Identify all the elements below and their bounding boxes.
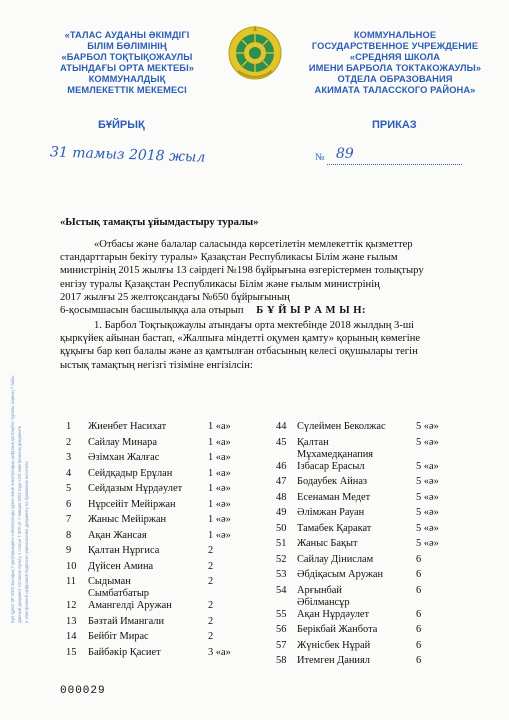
student-name: Бейбіт Мирас xyxy=(88,631,149,642)
student-grade: 2 xyxy=(208,631,214,642)
student-grade: 1 «а» xyxy=(208,467,231,479)
student-name: Сайлау Дінислам xyxy=(297,553,374,565)
preamble-line: стандарттарын бекіту туралы» Қазақстан Республикасы Білім және ғылым xyxy=(60,252,398,264)
student-name: Жаныс Бақыт xyxy=(297,538,358,549)
header-left-kk xyxy=(42,30,212,96)
student-number: 3 xyxy=(66,452,72,463)
student-number: 6 xyxy=(66,498,72,510)
student-number: 14 xyxy=(66,631,77,642)
side-stamp: Бұл құжат ҚР 2003 жылдың 7 қаңтарындағы «Электронды құжат және электрондық цифрлық қолтаңба» туралы заңның 7 бабы Данный документ согласно пункту 1 статьи 7 ЗРК от 7 января 2003 года «Об электронном документе и электронной цифровой подписи» равнозначен документу на бумажном носителе xyxy=(10,375,29,623)
student-grade: 5 «ә» xyxy=(416,522,439,534)
student-name: Ақан Нұрдәулет xyxy=(297,608,370,620)
student-name: Итемген Даниял xyxy=(297,655,370,666)
student-grade: 5 «а» xyxy=(416,460,439,472)
student-number: 55 xyxy=(276,608,287,620)
number-sign: № xyxy=(315,152,325,163)
header-left-line: МЕМЛЕКЕТТІК МЕКЕМЕСІ xyxy=(67,85,187,95)
student-name: Әзімхан Жалғас xyxy=(88,452,160,463)
student-name: Әлімжан Рауан xyxy=(297,507,365,518)
header-right-line: «СРЕДНЯЯ ШКОЛА xyxy=(349,52,441,62)
header-left-line: КОММУНАЛДЫҚ xyxy=(88,74,166,84)
student-grade: 2 xyxy=(208,560,214,572)
preamble-line: министрінің 2015 жылғы 13 сәірдегі №198 бұйрығына өзгерістермен толықтыру xyxy=(60,265,424,277)
student-number: 54 xyxy=(276,584,287,596)
student-grade: 5 «ә» xyxy=(416,507,439,518)
student-name: Жаныс Мейіржан xyxy=(88,514,167,525)
preamble-line: 2017 жылғы 25 желтоқсандағы №650 бұйрығының xyxy=(60,291,290,303)
student-grade: 1 «а» xyxy=(208,421,231,432)
student-number: 9 xyxy=(66,545,72,556)
student-grade: 5 «ә» xyxy=(416,491,439,503)
item-1-line: қыркүйек айынан бастап, «Жалпыға міндетті оқумен қамту» қорының көмегіне xyxy=(60,333,421,345)
student-number: 47 xyxy=(276,476,287,487)
student-grade: 6 xyxy=(416,655,422,666)
student-number: 4 xyxy=(66,467,72,479)
header-right-line: ОТДЕЛА ОБРАЗОВАНИЯ xyxy=(337,74,453,84)
student-grade: 1 «а» xyxy=(208,452,231,463)
student-grade: 6 xyxy=(416,639,422,651)
number-underline xyxy=(327,164,462,165)
student-name: Сайлау Минара xyxy=(88,436,157,448)
student-name-continued: Әбілмансұр xyxy=(297,596,350,608)
student-name: Сыдыман xyxy=(88,576,131,587)
student-number: 45 xyxy=(276,436,287,448)
student-name: Берікбай Жанбота xyxy=(297,624,378,635)
student-name: Есенаман Медет xyxy=(297,491,371,503)
student-number: 7 xyxy=(66,514,72,525)
order-title-ru: ПРИКАЗ xyxy=(372,119,417,131)
student-grade: 6 xyxy=(416,608,422,620)
student-grade: 1 «ә» xyxy=(208,498,231,510)
student-number: 52 xyxy=(276,553,287,565)
student-grade: 3 «а» xyxy=(208,646,231,658)
header-right-line: ГОСУДАРСТВЕННОЕ УЧРЕЖДЕНИЕ xyxy=(311,41,479,51)
student-name: Жүнісбек Нұрай xyxy=(297,639,371,651)
student-grade: 5 «ә» xyxy=(416,538,439,549)
preamble-line: енгізу туралы Қазақстан Республикасы Білім және ғылым министрінің xyxy=(60,278,380,290)
kazakhstan-emblem-icon xyxy=(226,23,284,85)
preamble-paragraph xyxy=(60,238,465,317)
student-number: 58 xyxy=(276,655,287,666)
student-number: 8 xyxy=(66,529,72,541)
student-name-continued: Мұхамедқанапия xyxy=(297,448,374,460)
student-name: Әбдіқасым Аружан xyxy=(297,569,384,580)
student-number: 15 xyxy=(66,646,77,658)
student-name-continued: Сымбатбатыр xyxy=(88,588,150,599)
student-grade: 2 xyxy=(208,615,214,627)
student-number: 44 xyxy=(276,421,287,432)
student-number: 2 xyxy=(66,436,72,448)
header-right-line: АКИМАТА ТАЛАССКОГО РАЙОНА» xyxy=(314,85,476,95)
student-number: 10 xyxy=(66,560,77,572)
student-name: Ақан Жансая xyxy=(88,529,147,541)
student-grade: 6 xyxy=(416,624,422,635)
item-1-line: ыстық тамақтың негізгі тізіміне енгізілсін: xyxy=(60,359,253,371)
student-name: Сейдқадыр Ерұлан xyxy=(88,467,173,479)
student-name: Сейдазым Нұрдәулет xyxy=(88,483,183,494)
student-grade: 2 xyxy=(208,576,214,587)
header-right-line: ИМЕНИ БАРБОЛА ТОКТАКОЖАУЛЫ» xyxy=(308,63,482,73)
student-grade: 5 «ә» xyxy=(416,476,439,487)
student-number: 12 xyxy=(66,600,77,611)
student-name: Тамабек Қаракат xyxy=(297,522,372,534)
student-grade: 1 «ә» xyxy=(208,514,231,525)
header-left-line: «ТАЛАС АУДАНЫ ӘКІМДІГІ xyxy=(64,30,190,40)
item-1-line: 1. Барбол Тоқтықожаулы атындағы орта мектебінде 2018 жылдың 3-ші xyxy=(94,320,414,331)
preamble-last-text: 6-қосымшасын басшылыққа ала отырып xyxy=(60,305,244,317)
preamble-line: «Отбасы және балалар саласында көрсетілетін мемлекеттік қызметтер xyxy=(94,239,413,250)
student-grade: 2 xyxy=(208,600,214,611)
student-number: 46 xyxy=(276,460,287,472)
order-title-kk: БҰЙРЫҚ xyxy=(98,119,145,131)
student-number: 51 xyxy=(276,538,287,549)
student-number: 50 xyxy=(276,522,287,534)
student-number: 48 xyxy=(276,491,287,503)
preamble-line xyxy=(60,304,465,317)
student-name: Сүлеймен Беколжас xyxy=(297,421,386,432)
header-left-line: БІЛІМ БӨЛІМІНІҢ xyxy=(87,41,167,51)
header-right-line: КОММУНАЛЬНОЕ xyxy=(353,30,437,40)
student-name: Қалтан xyxy=(297,436,329,448)
student-grade: 6 xyxy=(416,569,422,580)
order-date: 31 тамыз 2018 жыл xyxy=(49,144,206,166)
student-number: 53 xyxy=(276,569,287,580)
student-number: 11 xyxy=(66,576,77,587)
order-number: 89 xyxy=(336,146,354,162)
header-left-line: АТЫНДАҒЫ ОРТА МЕКТЕБІ» xyxy=(59,63,195,73)
student-grade: 1 «а» xyxy=(208,436,231,448)
student-number: 56 xyxy=(276,624,287,635)
student-number: 57 xyxy=(276,639,287,651)
student-name: Нұрсейіт Мейіржан xyxy=(88,498,176,510)
student-name: Байбәкір Қасиет xyxy=(88,646,161,658)
student-grade: 5 «ә» xyxy=(416,421,439,432)
student-name: Ізбасар Ерасыл xyxy=(297,460,365,472)
item-1-paragraph xyxy=(60,319,465,372)
student-grade: 6 xyxy=(416,584,422,596)
student-name: Арғынбай xyxy=(297,584,342,596)
student-number: 5 xyxy=(66,483,72,494)
student-number: 1 xyxy=(66,421,72,432)
order-subject: «Ыстық тамақты ұйымдастыру туралы» xyxy=(60,217,259,228)
student-name: Амангелді Аружан xyxy=(88,600,172,611)
student-name: Дүйсен Амина xyxy=(88,560,154,572)
item-1-line: құқығы бар көп балалы және аз қамтылған отбасының келесі оқушылары тегін xyxy=(60,346,418,358)
student-number: 13 xyxy=(66,615,77,627)
student-number: 49 xyxy=(276,507,287,518)
student-name: Жиенбет Насихат xyxy=(88,421,167,432)
header-right-ru xyxy=(300,30,490,96)
student-grade: 5 «ә» xyxy=(416,436,439,448)
student-name: Қалтан Нұргиса xyxy=(88,545,160,556)
order-word: Б Ұ Й Ы Р А М Ы Н: xyxy=(256,305,367,317)
page-code: 000029 xyxy=(60,685,106,697)
header-left-line: «БАРБОЛ ТОҚТЫҚОЖАУЛЫ xyxy=(61,52,193,62)
student-name: Бәзтай Имангали xyxy=(88,615,165,627)
student-grade: 6 xyxy=(416,553,422,565)
student-grade: 2 xyxy=(208,545,214,556)
student-grade: 1 «ә» xyxy=(208,529,231,541)
student-grade: 1 «ә» xyxy=(208,483,231,494)
student-name: Бодаубек Айназ xyxy=(297,476,368,487)
